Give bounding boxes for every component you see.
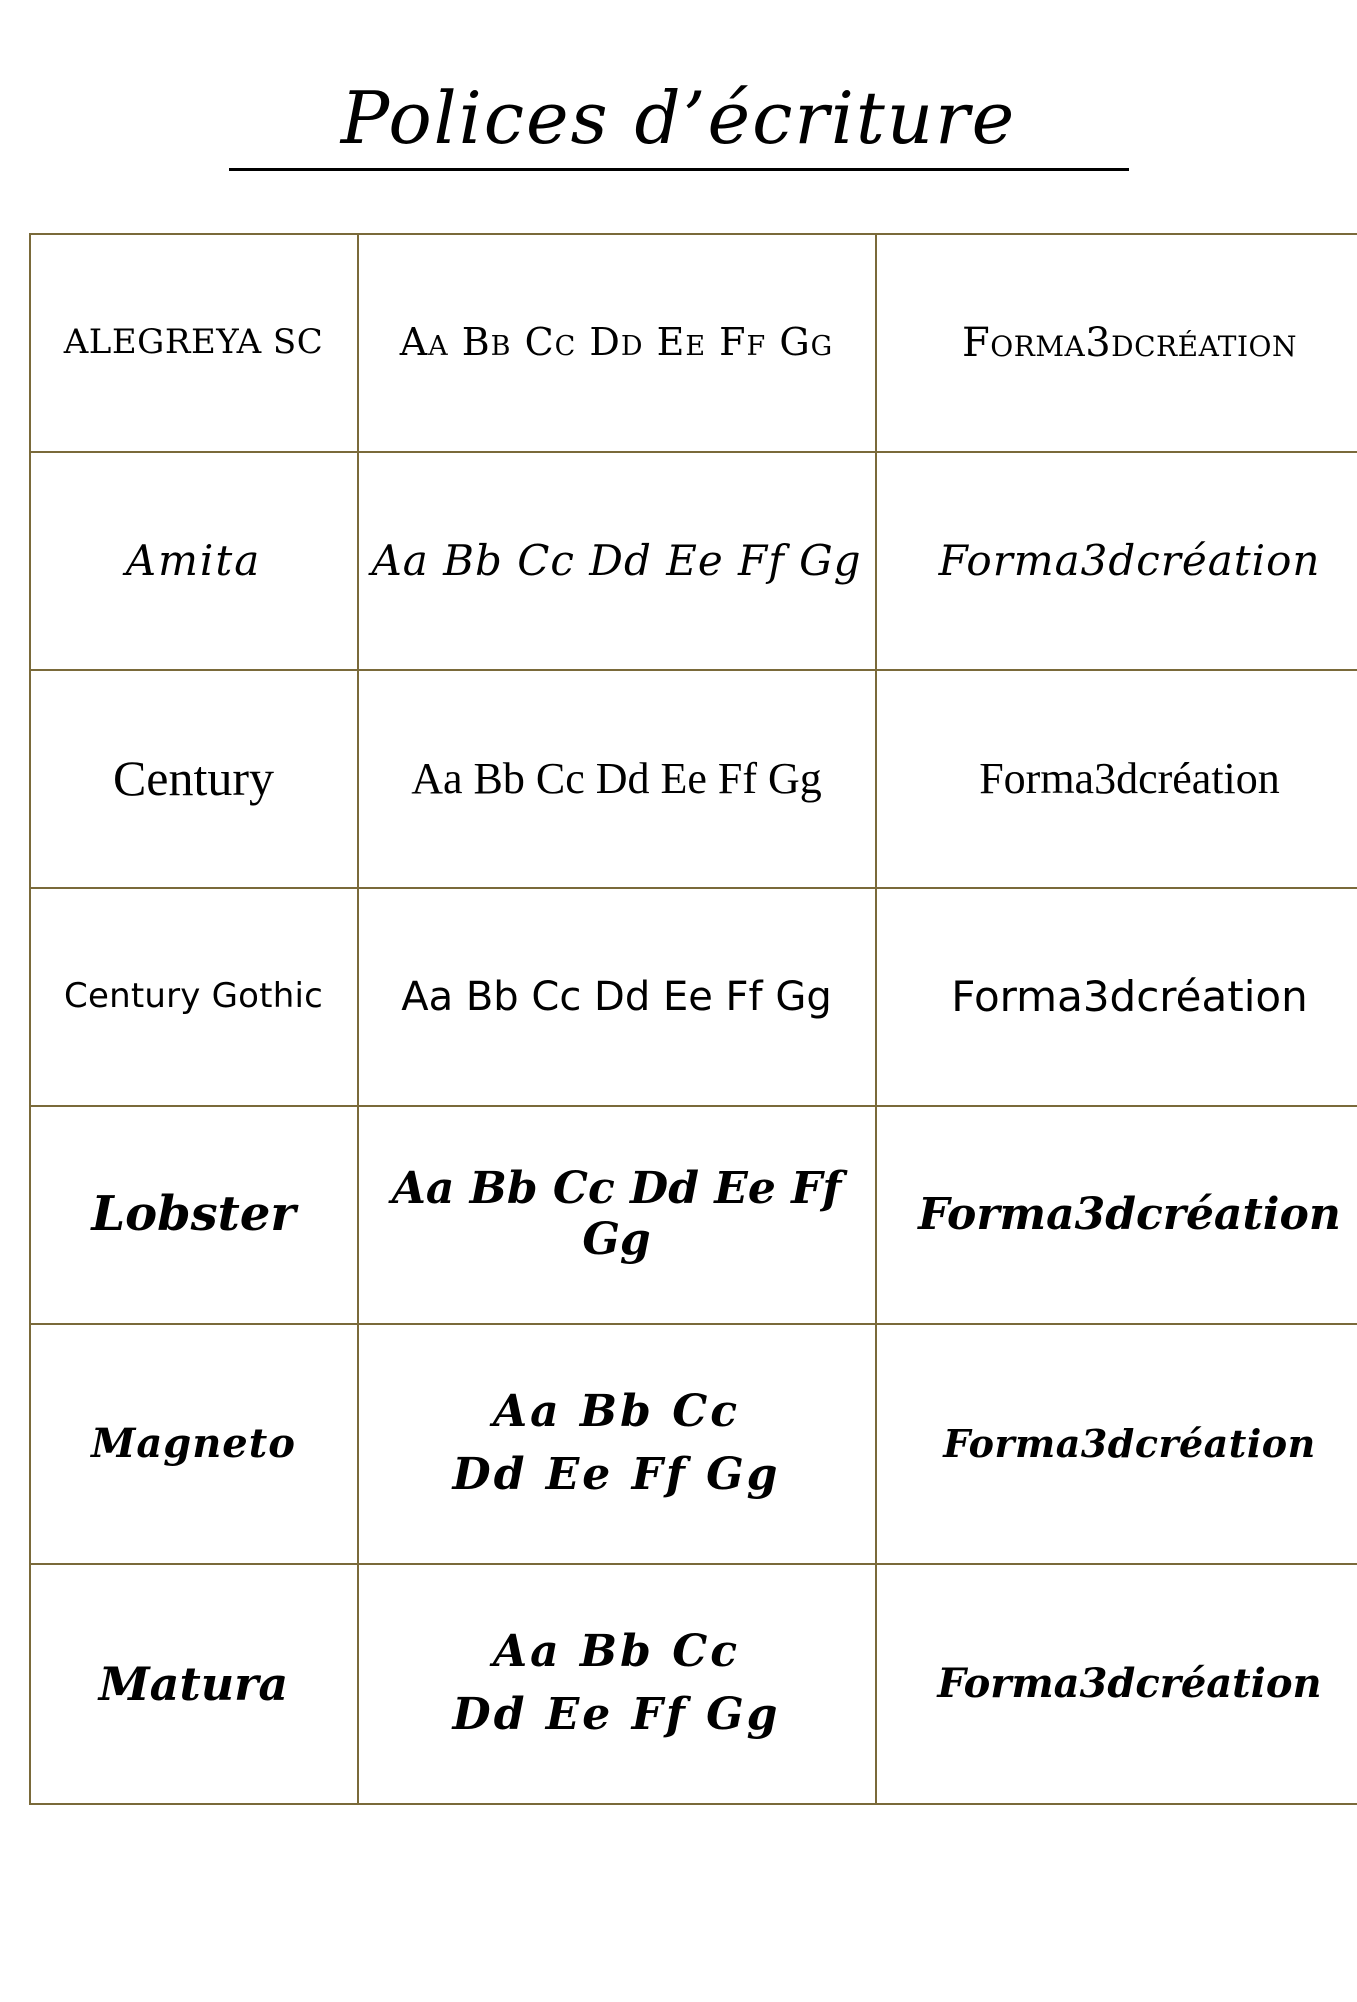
page-title: Polices d’écriture [0,82,1357,164]
table-row [30,1324,1357,1564]
font-alphabet-line: Dd Ee Ff Gg [367,1450,867,1501]
font-sample-cell: Forma3dcréation [876,1564,1357,1804]
font-alphabet-cell: Aa Bb Cc Dd Ee Ff Gg [358,452,876,670]
font-name-cell: Century [30,670,358,888]
table-row [30,234,1357,452]
font-sample-cell: Forma3dcréation [876,1106,1357,1324]
font-alphabet-cell [358,1564,876,1804]
font-sample-cell: Forma3dcréation [876,234,1357,452]
font-alphabet-cell: Aa Bb Cc Dd Ee Ff Gg [358,670,876,888]
font-name-cell: Century Gothic [30,888,358,1106]
font-name-cell: Amita [30,452,358,670]
font-sample-cell: Forma3dcréation [876,888,1357,1106]
font-alphabet-cell: Aa Bb Cc Dd Ee Ff Gg [358,1106,876,1324]
fonts-table-wrapper [29,233,1329,1805]
font-alphabet-cell [358,1324,876,1564]
table-row [30,670,1357,888]
font-sample-cell: Forma3dcréation [876,670,1357,888]
table-row [30,1564,1357,1804]
font-sample-cell: Forma3dcréation [876,1324,1357,1564]
font-alphabet-line: Aa Bb Cc [367,1387,867,1438]
table-row [30,1106,1357,1324]
font-alphabet-line: Dd Ee Ff Gg [367,1690,867,1741]
font-name-cell: Matura [30,1564,358,1804]
font-name-cell: Magneto [30,1324,358,1564]
document-page [0,82,1357,2002]
font-name-cell: Lobster [30,1106,358,1324]
font-alphabet-cell: Aa Bb Cc Dd Ee Ff Gg [358,234,876,452]
table-row [30,452,1357,670]
title-underline [229,168,1129,171]
table-row [30,888,1357,1106]
fonts-table [29,233,1357,1805]
font-name-cell: ALEGREYA SC [30,234,358,452]
font-alphabet-cell: Aa Bb Cc Dd Ee Ff Gg [358,888,876,1106]
font-alphabet-line: Aa Bb Cc [367,1627,867,1678]
font-sample-cell: Forma3dcréation [876,452,1357,670]
